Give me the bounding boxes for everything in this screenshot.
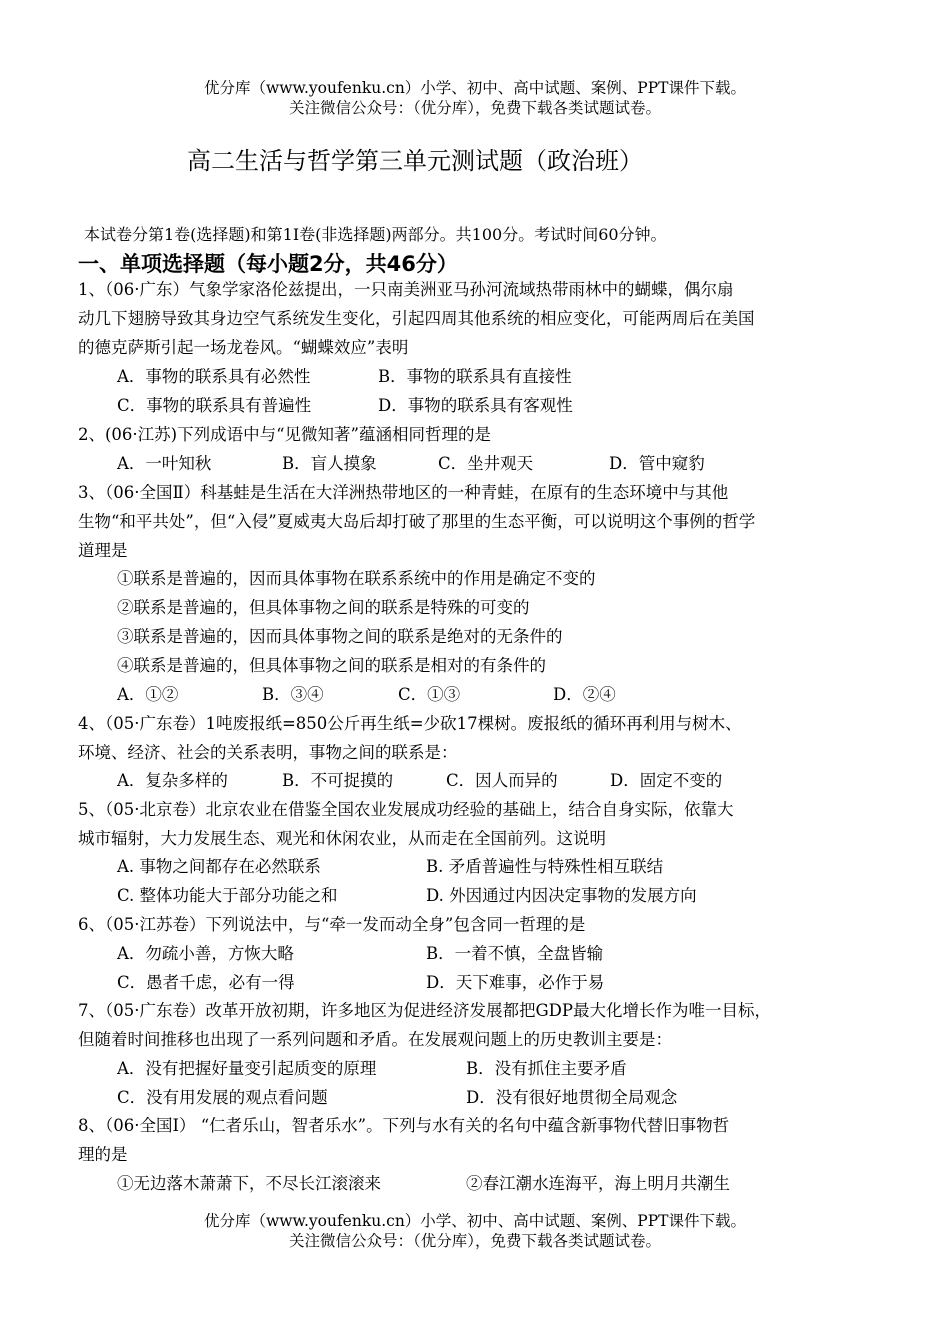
question-6-option-d: D．天下难事，必作于易 bbox=[426, 973, 605, 992]
question-6-option-b: B．一着不慎，全盘皆输 bbox=[426, 944, 604, 963]
question-6-option-c: C．愚者千虑，必有一得 bbox=[117, 973, 295, 992]
question-4-option-b: B．不可捉摸的 bbox=[282, 771, 394, 790]
question-1-line-2: 动几下翅膀导致其身边空气系统发生变化，引起四周其他系统的相应变化，可能两周后在美国 bbox=[78, 309, 755, 328]
question-3-statement-3: ③联系是普遍的，因而具体事物之间的联系是绝对的无条件的 bbox=[117, 627, 563, 646]
question-3-option-d: D．②④ bbox=[553, 685, 616, 704]
question-5-option-b: B. 矛盾普遍性与特殊性相互联结 bbox=[426, 857, 664, 876]
question-5-option-c: C. 整体功能大于部分功能之和 bbox=[117, 886, 338, 905]
question-3-line-1: 3、（06·全国Ⅱ）科基蛙是生活在大洋洲热带地区的一种青蛙，在原有的生态环境中与其他 bbox=[78, 483, 729, 502]
section-heading: 一、单项选择题（每小题2分，共46分） bbox=[78, 252, 458, 276]
question-7-line-2: 但随着时间推移也出现了一系列问题和矛盾。在发展观问题上的历史教训主要是： bbox=[78, 1030, 672, 1049]
header-line-2: 关注微信公众号：（优分库），免费下载各类试题试卷。 bbox=[288, 99, 661, 117]
question-2-option-c: C．坐井观天 bbox=[438, 454, 534, 473]
question-2-option-d: D．管中窥豹 bbox=[609, 454, 705, 473]
question-1-option-b: B．事物的联系具有直接性 bbox=[378, 367, 572, 386]
question-3-statement-2: ②联系是普遍的，但具体事物之间的联系是特殊的可变的 bbox=[117, 598, 530, 617]
question-4-option-d: D．固定不变的 bbox=[610, 771, 723, 790]
question-5-line-2: 城市辐射，大力发展生态、观光和休闲农业，从而走在全国前列。这说明 bbox=[78, 829, 606, 848]
question-5-option-a: A. 事物之间都存在必然联系 bbox=[117, 857, 321, 876]
question-8-line-2: 理的是 bbox=[78, 1145, 128, 1164]
question-2-option-a: A．一叶知秋 bbox=[117, 454, 212, 473]
intro-text: 本试卷分第1卷(选择题)和第1I卷(非选择题)两部分。共100分。考试时间60分钟。 bbox=[84, 225, 667, 244]
question-7-option-b: B．没有抓住主要矛盾 bbox=[466, 1059, 627, 1078]
question-1-option-c: C．事物的联系具有普遍性 bbox=[117, 396, 312, 415]
question-8-statement-2: ②春江潮水连海平，海上明月共潮生 bbox=[466, 1174, 730, 1193]
question-1-line-3: 的德克萨斯引起一场龙卷风。“蝴蝶效应”表明 bbox=[78, 338, 409, 357]
question-7-option-c: C．没有用发展的观点看问题 bbox=[117, 1088, 328, 1107]
header-line-1: 优分库（www.youfenku.cn）小学、初中、高中试题、案例、PPT课件下载。 bbox=[203, 79, 747, 97]
question-5-option-d: D. 外因通过内因决定事物的发展方向 bbox=[426, 886, 697, 905]
question-4-line-1: 4、（05·广东卷）1吨废报纸=850公斤再生纸=少砍17棵树。废报纸的循环再利用与树木、 bbox=[78, 714, 742, 733]
question-1-line-1: 1、（06·广东）气象学家洛伦兹提出，一只南美洲亚马孙河流域热带雨林中的蝴蝶，偶尔扇 bbox=[78, 280, 734, 299]
question-2-option-b: B．盲人摸象 bbox=[282, 454, 377, 473]
question-7-option-d: D．没有很好地贯彻全局观念 bbox=[466, 1088, 678, 1107]
question-2-line-1: 2、(06·江苏)下列成语中与“见微知著”蕴涵相同哲理的是 bbox=[78, 425, 491, 444]
question-3-option-b: B．③④ bbox=[262, 685, 324, 704]
question-4-line-2: 环境、经济、社会的关系表明，事物之间的联系是： bbox=[78, 743, 458, 762]
question-4-option-a: A．复杂多样的 bbox=[117, 771, 228, 790]
question-1-option-d: D．事物的联系具有客观性 bbox=[378, 396, 573, 415]
question-5-line-1: 5、（05·北京卷）北京农业在借鉴全国农业发展成功经验的基础上，结合自身实际，依靠大 bbox=[78, 800, 734, 819]
question-3-line-2: 生物“和平共处”，但“入侵”夏威夷大岛后却打破了那里的生态平衡，可以说明这个事例的哲学 bbox=[78, 512, 756, 531]
question-3-option-a: A．①② bbox=[117, 685, 179, 704]
question-3-statement-4: ④联系是普遍的，但具体事物之间的联系是相对的有条件的 bbox=[117, 656, 546, 675]
page-title: 高二生活与哲学第三单元测试题（政治班） bbox=[187, 147, 643, 175]
footer-line-2: 关注微信公众号：（优分库），免费下载各类试题试卷。 bbox=[288, 1232, 661, 1250]
question-7-option-a: A．没有把握好量变引起质变的原理 bbox=[117, 1059, 377, 1078]
question-6-option-a: A．勿疏小善，方恢大略 bbox=[117, 944, 294, 963]
footer-line-1: 优分库（www.youfenku.cn）小学、初中、高中试题、案例、PPT课件下载。 bbox=[203, 1212, 747, 1230]
question-3-statement-1: ①联系是普遍的，因而具体事物在联系系统中的作用是确定不变的 bbox=[117, 569, 596, 588]
question-4-option-c: C．因人而异的 bbox=[446, 771, 558, 790]
question-8-line-1: 8、（06·全国Ⅰ） “仁者乐山，智者乐水”。下列与水有关的名句中蕴含新事物代替旧事物哲 bbox=[78, 1116, 730, 1135]
question-6-line-1: 6、（05·江苏卷）下列说法中，与“牵一发而动全身”包含同一哲理的是 bbox=[78, 915, 586, 934]
question-3-option-c: C．①③ bbox=[398, 685, 461, 704]
question-1-option-a: A．事物的联系具有必然性 bbox=[117, 367, 311, 386]
question-8-statement-1: ①无边落木萧萧下，不尽长江滚滚来 bbox=[117, 1174, 381, 1193]
question-7-line-1: 7、（05·广东卷）改革开放初期，许多地区为促进经济发展都把GDP最大化增长作为唯一目标， bbox=[78, 1001, 771, 1020]
question-3-line-3: 道理是 bbox=[78, 541, 128, 560]
